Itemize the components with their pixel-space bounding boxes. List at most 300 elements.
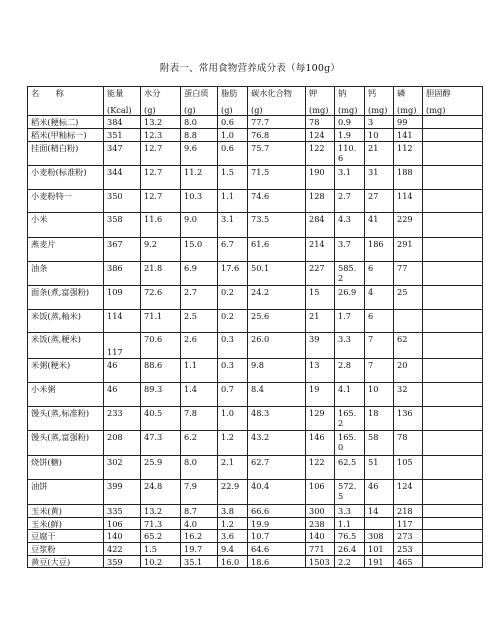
value-cell: 0.2: [218, 285, 248, 309]
value-cell: 19.9: [248, 517, 306, 530]
value-cell: 71.5: [248, 165, 306, 189]
table-row: [28, 309, 483, 332]
value-cell: 109: [104, 285, 141, 309]
food-name-cell: 面条(煮,富强粉): [28, 285, 104, 309]
value-cell: 291: [394, 237, 423, 261]
value-cell: 10: [365, 382, 394, 406]
value-cell: 61.6: [248, 237, 306, 261]
value-cell: [423, 237, 483, 261]
page-title: 附表一、常用食物营养成分表（每100g）: [159, 63, 341, 74]
value-cell: 114: [104, 309, 141, 332]
value-cell: 13.2: [141, 116, 181, 129]
value-cell: 165. 2: [335, 406, 365, 430]
value-cell: 40.5: [141, 406, 181, 430]
value-cell: 136: [394, 406, 423, 430]
value-cell: 46: [104, 358, 141, 382]
value-cell: 74.6: [248, 189, 306, 212]
value-cell: 27: [365, 189, 394, 212]
column-header-unit: (mg): [397, 104, 417, 115]
column-header: [104, 87, 141, 116]
value-cell: [423, 116, 483, 129]
value-cell: 46: [365, 479, 394, 504]
food-name-cell: 玉米(鲜): [28, 517, 104, 530]
table-row: [28, 382, 483, 406]
value-cell: 25: [394, 285, 423, 309]
value-cell: 2.5: [181, 309, 218, 332]
value-cell: 465: [394, 555, 423, 568]
value-cell: 1.1: [218, 189, 248, 212]
value-cell: 122: [306, 455, 335, 479]
column-header-unit: (Kcal): [107, 104, 132, 115]
value-cell: 7.9: [181, 479, 218, 504]
value-cell: 1503: [306, 555, 335, 568]
value-cell: [423, 430, 483, 455]
value-cell: 89.3: [141, 382, 181, 406]
value-cell: [423, 382, 483, 406]
table-row: [28, 530, 483, 543]
value-cell: 72.6: [141, 285, 181, 309]
value-cell: 10.7: [248, 530, 306, 543]
table-row: [28, 261, 483, 285]
value-cell: 0.6: [218, 116, 248, 129]
value-cell: [423, 212, 483, 237]
value-cell: 25.6: [248, 309, 306, 332]
value-cell: 12.7: [141, 165, 181, 189]
value-cell: 26.9: [335, 285, 365, 309]
column-header-unit: (mg): [338, 104, 358, 115]
value-cell: 128: [306, 189, 335, 212]
column-header-unit: (g): [184, 104, 196, 115]
column-header-label: 名 称: [31, 88, 64, 98]
value-cell: 24.2: [248, 285, 306, 309]
value-cell: 208: [104, 430, 141, 455]
column-header: [218, 87, 248, 116]
value-cell: 39: [306, 332, 335, 358]
column-header: [394, 87, 423, 116]
value-cell: 51: [365, 455, 394, 479]
value-cell: 140: [306, 530, 335, 543]
column-header: [248, 87, 306, 116]
value-cell: 40.4: [248, 479, 306, 504]
value-cell: 188: [394, 165, 423, 189]
value-cell: 308: [365, 530, 394, 543]
value-cell: [423, 165, 483, 189]
column-header: [365, 87, 394, 116]
value-cell: 12.3: [141, 128, 181, 141]
value-cell: 9.6: [181, 141, 218, 165]
value-cell: 0.3: [218, 332, 248, 358]
column-header: [423, 87, 483, 116]
value-cell: [423, 309, 483, 332]
value-cell: 46: [104, 382, 141, 406]
value-cell: 13.2: [141, 504, 181, 517]
value-cell: 14: [365, 504, 394, 517]
food-name-cell: 黄豆(大豆): [28, 555, 104, 568]
value-cell: 284: [306, 212, 335, 237]
value-cell: 1.7: [335, 309, 365, 332]
food-name-cell: 米饭(蒸,粳米): [28, 332, 104, 358]
value-cell: 1.0: [218, 406, 248, 430]
food-name-cell: 米饭(蒸,籼米): [28, 309, 104, 332]
value-cell: 21: [365, 141, 394, 165]
column-header: [141, 87, 181, 116]
value-cell: 77.7: [248, 116, 306, 129]
value-cell: 25.9: [141, 455, 181, 479]
value-cell: 7.8: [181, 406, 218, 430]
value-cell: 227: [306, 261, 335, 285]
value-cell: 344: [104, 165, 141, 189]
value-cell: 3: [365, 116, 394, 129]
value-cell: 140: [104, 530, 141, 543]
value-cell: 9.4: [218, 543, 248, 556]
value-cell: 50.1: [248, 261, 306, 285]
value-cell: 15: [306, 285, 335, 309]
value-cell: 229: [394, 212, 423, 237]
value-cell: 233: [104, 406, 141, 430]
table-row: [28, 358, 483, 382]
value-cell: 22.9: [218, 479, 248, 504]
table-row: [28, 128, 483, 141]
table-row: [28, 237, 483, 261]
value-cell: 26.0: [248, 332, 306, 358]
value-cell: 16.0: [218, 555, 248, 568]
value-cell: 1.5: [141, 543, 181, 556]
column-header-unit: (g): [144, 104, 156, 115]
value-cell: 71.1: [141, 309, 181, 332]
value-cell: 384: [104, 116, 141, 129]
value-cell: 0.7: [218, 382, 248, 406]
value-cell: 19: [306, 382, 335, 406]
value-cell: 1.5: [218, 165, 248, 189]
value-cell: 65.2: [141, 530, 181, 543]
value-cell: 572. 5: [335, 479, 365, 504]
table-row: [28, 517, 483, 530]
value-cell: 18.6: [248, 555, 306, 568]
value-cell: 99: [394, 116, 423, 129]
value-cell: 10: [365, 128, 394, 141]
value-cell: 7: [365, 358, 394, 382]
value-cell: 3.3: [335, 504, 365, 517]
food-name-cell: 小米: [28, 212, 104, 237]
value-cell: 9.0: [181, 212, 218, 237]
value-cell: 129: [306, 406, 335, 430]
value-cell: 1.4: [181, 382, 218, 406]
value-cell: [423, 189, 483, 212]
table-row: [28, 116, 483, 129]
value-cell: 88.6: [141, 358, 181, 382]
column-header-label: 碳水化合物: [251, 88, 292, 98]
value-cell: [423, 285, 483, 309]
column-header-unit: (mg): [426, 104, 446, 115]
column-header-label: 水分: [144, 88, 161, 98]
value-cell: 367: [104, 237, 141, 261]
value-cell: 190: [306, 165, 335, 189]
table-row: [28, 141, 483, 165]
value-cell: 351: [104, 128, 141, 141]
value-cell: 6: [365, 261, 394, 285]
value-cell: 8.4: [248, 382, 306, 406]
value-cell: 9.8: [248, 358, 306, 382]
value-cell: 2.7: [181, 285, 218, 309]
value-cell: 122: [306, 141, 335, 165]
value-cell: [423, 128, 483, 141]
value-cell: 2.1: [218, 455, 248, 479]
value-cell: 117: [104, 332, 141, 358]
value-cell: 11.6: [141, 212, 181, 237]
value-cell: 13: [306, 358, 335, 382]
table-row: [28, 479, 483, 504]
value-cell: 76.5: [335, 530, 365, 543]
value-cell: 105: [394, 455, 423, 479]
value-cell: 66.6: [248, 504, 306, 517]
food-name-cell: 馒头(蒸,标准粉): [28, 406, 104, 430]
value-cell: 350: [104, 189, 141, 212]
value-cell: 191: [365, 555, 394, 568]
column-header: [181, 87, 218, 116]
value-cell: [423, 543, 483, 556]
value-cell: 16.2: [181, 530, 218, 543]
value-cell: 24.8: [141, 479, 181, 504]
food-name-cell: 馒头(蒸,富强粉): [28, 430, 104, 455]
food-name-cell: 豆浆粉: [28, 543, 104, 556]
value-cell: 3.1: [218, 212, 248, 237]
column-header-unit: (g): [221, 104, 233, 115]
value-cell: 2.6: [181, 332, 218, 358]
value-cell: 26.4: [335, 543, 365, 556]
table-row: [28, 189, 483, 212]
column-header-label: 钙: [368, 88, 377, 98]
value-cell: 3.8: [218, 504, 248, 517]
value-cell: 6.2: [181, 430, 218, 455]
food-name-cell: 米粥(粳米): [28, 358, 104, 382]
value-cell: 359: [104, 555, 141, 568]
value-cell: 3.3: [335, 332, 365, 358]
value-cell: 2.8: [335, 358, 365, 382]
food-name-cell: 小麦粉(标准粉): [28, 165, 104, 189]
table-row: [28, 555, 483, 568]
value-cell: [394, 309, 423, 332]
value-cell: 11.2: [181, 165, 218, 189]
nutrition-table: [27, 86, 483, 568]
value-cell: 238: [306, 517, 335, 530]
value-cell: 8.0: [181, 116, 218, 129]
value-cell: 62.5: [335, 455, 365, 479]
table-row: [28, 430, 483, 455]
value-cell: 58: [365, 430, 394, 455]
value-cell: 47.3: [141, 430, 181, 455]
value-cell: [423, 504, 483, 517]
value-cell: 3.1: [335, 165, 365, 189]
value-cell: 20: [394, 358, 423, 382]
value-cell: 110. 6: [335, 141, 365, 165]
value-cell: 218: [394, 504, 423, 517]
column-header-label: 胆固醇: [426, 88, 451, 98]
value-cell: 2.2: [335, 555, 365, 568]
value-cell: 4.1: [335, 382, 365, 406]
value-cell: 19.7: [181, 543, 218, 556]
value-cell: 214: [306, 237, 335, 261]
value-cell: 771: [306, 543, 335, 556]
value-cell: 101: [365, 543, 394, 556]
value-cell: 165. 0: [335, 430, 365, 455]
value-cell: 7: [365, 332, 394, 358]
value-cell: 585. 2: [335, 261, 365, 285]
value-cell: [365, 517, 394, 530]
table-row: [28, 406, 483, 430]
food-name-cell: 燕麦片: [28, 237, 104, 261]
value-cell: 41: [365, 212, 394, 237]
value-cell: 17.6: [218, 261, 248, 285]
value-cell: 0.6: [218, 141, 248, 165]
value-cell: 8.8: [181, 128, 218, 141]
value-cell: 300: [306, 504, 335, 517]
value-cell: 6.7: [218, 237, 248, 261]
value-cell: 1.0: [218, 128, 248, 141]
value-cell: 21.8: [141, 261, 181, 285]
value-cell: [423, 517, 483, 530]
value-cell: 2.7: [335, 189, 365, 212]
table-row: [28, 285, 483, 309]
value-cell: 8.0: [181, 455, 218, 479]
value-cell: 141: [394, 128, 423, 141]
value-cell: 4.3: [335, 212, 365, 237]
value-cell: [423, 261, 483, 285]
food-name-cell: 油条: [28, 261, 104, 285]
column-header-label: 蛋白质: [184, 88, 209, 98]
value-cell: 386: [104, 261, 141, 285]
value-cell: 21: [306, 309, 335, 332]
value-cell: [423, 530, 483, 543]
value-cell: [423, 479, 483, 504]
food-name-cell: 稻米(粳标二): [28, 116, 104, 129]
value-cell: 1.2: [218, 430, 248, 455]
value-cell: 62.7: [248, 455, 306, 479]
food-name-cell: 玉米(黄): [28, 504, 104, 517]
food-name-cell: 烧饼(糖): [28, 455, 104, 479]
value-cell: [423, 406, 483, 430]
column-header-label: 钠: [338, 88, 347, 98]
food-name-cell: 豆腐干: [28, 530, 104, 543]
column-header-unit: (mg): [368, 104, 388, 115]
column-header-label: 脂肪: [221, 88, 238, 98]
value-cell: 70.6: [141, 332, 181, 358]
value-cell: 1.1: [181, 358, 218, 382]
value-cell: 4: [365, 285, 394, 309]
table-header: [28, 87, 483, 116]
value-cell: 32: [394, 382, 423, 406]
food-name-cell: 油饼: [28, 479, 104, 504]
value-cell: 31: [365, 165, 394, 189]
value-cell: 43.2: [248, 430, 306, 455]
value-cell: 124: [306, 128, 335, 141]
value-cell: 76.8: [248, 128, 306, 141]
column-header-label: 能量: [107, 88, 124, 98]
value-cell: 1.2: [218, 517, 248, 530]
table-body: [28, 116, 483, 568]
value-cell: 6.9: [181, 261, 218, 285]
value-cell: 358: [104, 212, 141, 237]
value-cell: 71.3: [141, 517, 181, 530]
value-cell: 10.3: [181, 189, 218, 212]
value-cell: [423, 358, 483, 382]
value-cell: 10.2: [141, 555, 181, 568]
value-cell: 75.7: [248, 141, 306, 165]
value-cell: 1.9: [335, 128, 365, 141]
table-row: [28, 504, 483, 517]
value-cell: 347: [104, 141, 141, 165]
value-cell: 0.3: [218, 358, 248, 382]
value-cell: 106: [306, 479, 335, 504]
value-cell: [423, 141, 483, 165]
table-row: [28, 212, 483, 237]
value-cell: 9.2: [141, 237, 181, 261]
food-name-cell: 小米粥: [28, 382, 104, 406]
value-cell: 273: [394, 530, 423, 543]
column-header: [335, 87, 365, 116]
value-cell: 3.7: [335, 237, 365, 261]
value-cell: 124: [394, 479, 423, 504]
value-cell: 117: [394, 517, 423, 530]
value-cell: 399: [104, 479, 141, 504]
table-row: [28, 543, 483, 556]
value-cell: 18: [365, 406, 394, 430]
value-cell: 6: [365, 309, 394, 332]
value-cell: 146: [306, 430, 335, 455]
value-cell: 35.1: [181, 555, 218, 568]
table-row: [28, 332, 483, 358]
value-cell: 112: [394, 141, 423, 165]
value-cell: 8.7: [181, 504, 218, 517]
value-cell: 12.7: [141, 141, 181, 165]
value-cell: 302: [104, 455, 141, 479]
value-cell: 48.3: [248, 406, 306, 430]
column-header: [306, 87, 335, 116]
value-cell: 114: [394, 189, 423, 212]
column-header-label: 磷: [397, 88, 406, 98]
table-row: [28, 165, 483, 189]
value-cell: 78: [394, 430, 423, 455]
value-cell: 0.2: [218, 309, 248, 332]
table-row: [28, 455, 483, 479]
value-cell: 15.0: [181, 237, 218, 261]
value-cell: 335: [104, 504, 141, 517]
column-header: [28, 87, 104, 116]
column-header-label: 钾: [309, 88, 318, 98]
value-cell: 186: [365, 237, 394, 261]
value-cell: 73.5: [248, 212, 306, 237]
value-cell: 4.0: [181, 517, 218, 530]
value-cell: [423, 332, 483, 358]
value-cell: 3.6: [218, 530, 248, 543]
value-cell: [423, 555, 483, 568]
header-row: [28, 87, 483, 116]
food-name-cell: 挂面(精白粉): [28, 141, 104, 165]
food-name-cell: 稻米(甲籼标一): [28, 128, 104, 141]
column-header-unit: (mg): [309, 104, 329, 115]
value-cell: 12.7: [141, 189, 181, 212]
column-header-unit: (g): [251, 104, 263, 115]
value-cell: 1.1: [335, 517, 365, 530]
value-cell: 64.6: [248, 543, 306, 556]
value-cell: 422: [104, 543, 141, 556]
value-cell: 78: [306, 116, 335, 129]
value-cell: [423, 455, 483, 479]
value-cell: 253: [394, 543, 423, 556]
value-cell: 77: [394, 261, 423, 285]
value-cell: 106: [104, 517, 141, 530]
value-cell: 62: [394, 332, 423, 358]
food-name-cell: 小麦粉特一: [28, 189, 104, 212]
